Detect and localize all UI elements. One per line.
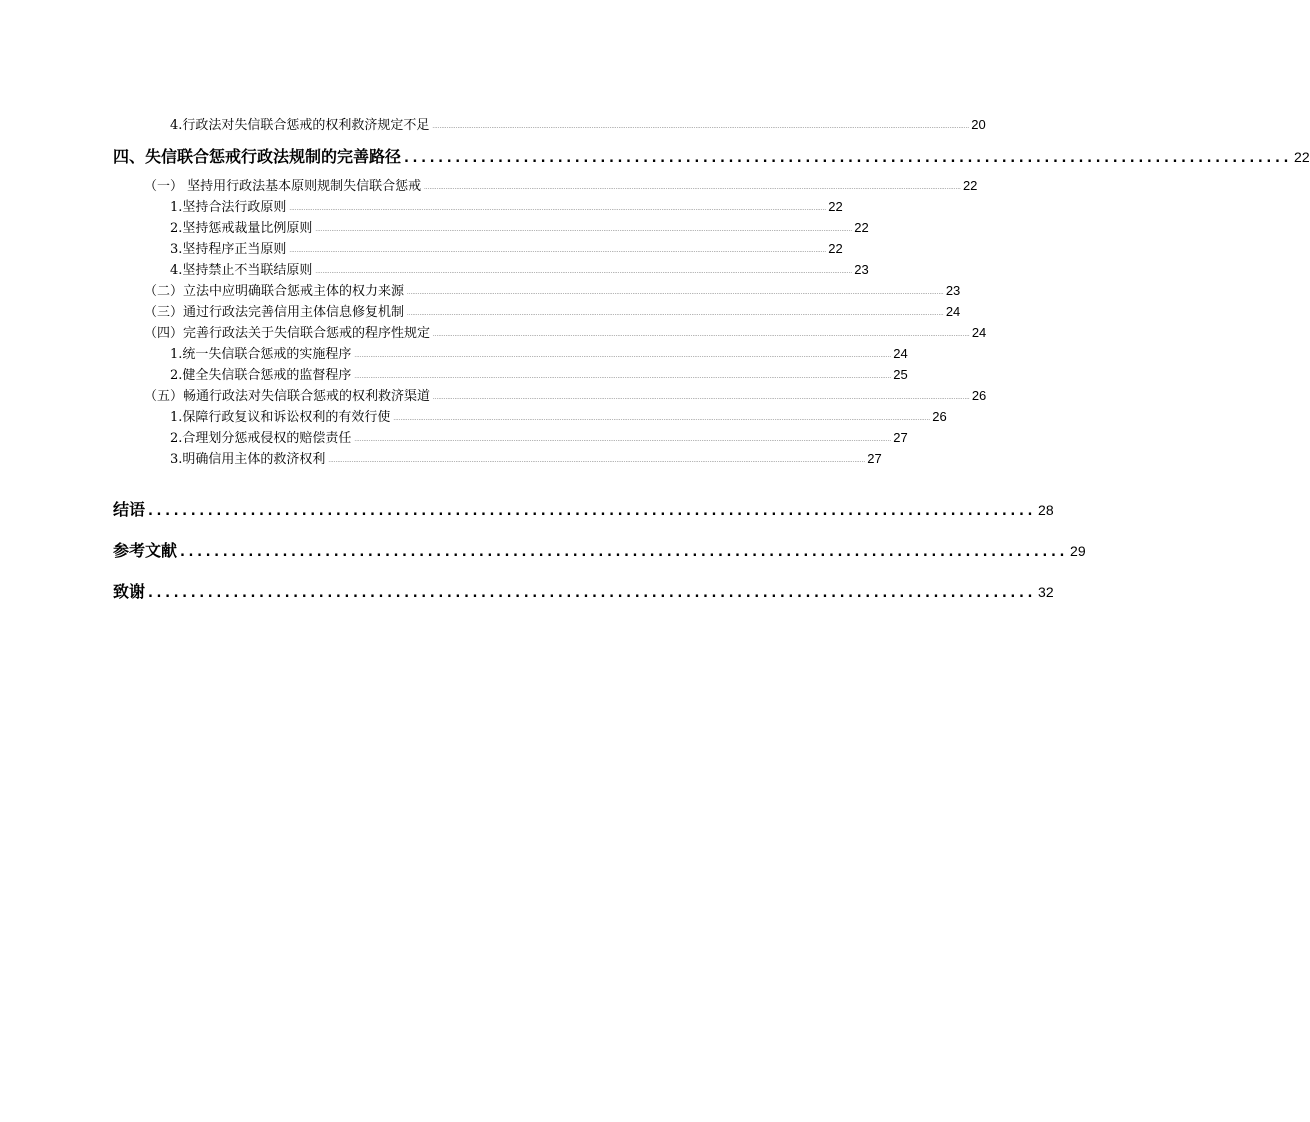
toc-entry-title: 2.合理划分惩戒侵权的赔偿责任 [170, 431, 352, 446]
toc-entry[interactable] [170, 240, 843, 258]
toc-entry-title: 2.健全失信联合惩戒的监督程序 [170, 368, 352, 383]
dot-leader: ............................................................................................................................................................................................................................................................................................................ [354, 353, 892, 359]
toc-section-page: 23 [945, 283, 961, 298]
dot-leader: ............................................................................................................................................................................................................................................................................................................ [407, 311, 944, 317]
toc-entry[interactable] [170, 366, 908, 384]
toc-entry-page: 24 [893, 346, 908, 361]
dot-leader: ............................................................................................................................................................................................................................................................................................................ [433, 395, 970, 401]
toc-section-title: （三）通过行政法完善信用主体信息修复机制 [144, 305, 405, 320]
toc-entry-title: 1.坚持合法行政原则 [170, 200, 287, 215]
toc-entry[interactable] [170, 198, 843, 216]
dot-leader: ............................................................................................................................................................................................................................................................................................................ [432, 124, 970, 130]
dot-leader: ............................................................................................................................................................................................................................................................................................................ [393, 416, 931, 422]
toc-chapter-title: 致谢 [113, 582, 146, 601]
toc-section[interactable] [144, 387, 987, 405]
toc-chapter[interactable] [113, 581, 1054, 603]
toc-chapter-page: 22 [1294, 149, 1310, 165]
dot-leader: ........................................................................................................ [404, 151, 1293, 166]
toc-chapter[interactable] [113, 540, 1086, 562]
toc-entry-page: 22 [828, 199, 843, 214]
toc-section-title: （一） 坚持用行政法基本原则规制失信联合惩戒 [144, 179, 422, 194]
toc-entry-title: 3.明确信用主体的救济权利 [170, 452, 326, 467]
dot-leader: ............................................................................................................................................................................................................................................................................................................ [289, 206, 827, 212]
dot-leader: ........................................................................................................ [180, 545, 1069, 560]
dot-leader: ............................................................................................................................................................................................................................................................................................................ [289, 248, 827, 254]
toc-section-page: 24 [945, 304, 961, 319]
toc-chapter-title: 结语 [113, 500, 146, 519]
toc-section-title: （二）立法中应明确联合惩戒主体的权力来源 [144, 284, 405, 299]
dot-leader: ............................................................................................................................................................................................................................................................................................................ [424, 185, 961, 191]
toc-entry[interactable] [170, 408, 947, 426]
dot-leader: ............................................................................................................................................................................................................................................................................................................ [407, 290, 944, 296]
dot-leader: ............................................................................................................................................................................................................................................................................................................ [354, 437, 892, 443]
toc-entry-page: 27 [893, 430, 908, 445]
toc-entry-title: 1.统一失信联合惩戒的实施程序 [170, 347, 352, 362]
toc-entry-title: 4.坚持禁止不当联结原则 [170, 263, 313, 278]
toc-section[interactable] [144, 324, 987, 342]
toc-entry[interactable] [170, 219, 869, 237]
toc-entry[interactable] [170, 116, 986, 134]
toc-chapter-page: 29 [1070, 543, 1086, 559]
toc-chapter-page: 28 [1038, 502, 1054, 518]
toc-entry-page: 20 [971, 117, 986, 132]
toc-entry-page: 22 [828, 241, 843, 256]
dot-leader: ............................................................................................................................................................................................................................................................................................................ [433, 332, 970, 338]
toc-entry-page: 26 [932, 409, 947, 424]
toc-section-page: 22 [962, 178, 978, 193]
toc-section-title: （四）完善行政法关于失信联合惩戒的程序性规定 [144, 326, 431, 341]
toc-chapter-title: 参考文献 [113, 541, 178, 560]
toc-entry-page: 23 [854, 262, 869, 277]
toc-chapter[interactable] [113, 146, 1310, 168]
toc-chapter[interactable] [113, 499, 1054, 521]
toc-entry-title: 3.坚持程序正当原则 [170, 242, 287, 257]
toc-entry-title: 1.保障行政复议和诉讼权利的有效行使 [170, 410, 391, 425]
toc-entry-title: 2.坚持惩戒裁量比例原则 [170, 221, 313, 236]
toc-entry-page: 22 [854, 220, 869, 235]
toc-entry-page: 25 [893, 367, 908, 382]
dot-leader: ............................................................................................................................................................................................................................................................................................................ [328, 458, 866, 464]
toc-section-page: 26 [971, 388, 987, 403]
toc-entry-title: 4.行政法对失信联合惩戒的权利救济规定不足 [170, 118, 430, 133]
toc-entry-page: 27 [867, 451, 882, 466]
toc-section[interactable] [144, 282, 961, 300]
dot-leader: ............................................................................................................................................................................................................................................................................................................ [354, 374, 892, 380]
toc-chapter-page: 32 [1038, 584, 1054, 600]
dot-leader: ............................................................................................................................................................................................................................................................................................................ [315, 227, 853, 233]
toc-section-title: （五）畅通行政法对失信联合惩戒的权利救济渠道 [144, 389, 431, 404]
dot-leader: ........................................................................................................ [148, 504, 1037, 519]
dot-leader: ........................................................................................................ [148, 586, 1037, 601]
toc-entry[interactable] [170, 450, 882, 468]
toc-section[interactable] [144, 177, 978, 195]
toc-section[interactable] [144, 303, 961, 321]
toc-entry[interactable] [170, 345, 908, 363]
toc-chapter-title: 四、失信联合惩戒行政法规制的完善路径 [113, 147, 402, 166]
toc-section-page: 24 [971, 325, 987, 340]
toc-entry[interactable] [170, 261, 869, 279]
toc-entry[interactable] [170, 429, 908, 447]
dot-leader: ............................................................................................................................................................................................................................................................................................................ [315, 269, 853, 275]
